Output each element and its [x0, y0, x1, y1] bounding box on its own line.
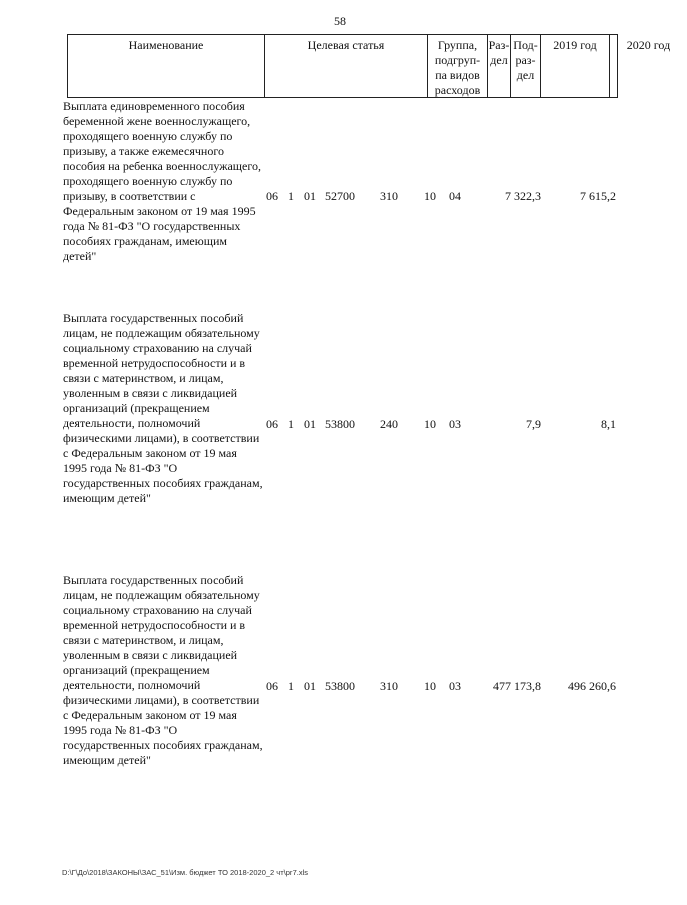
section: 10 [424, 679, 436, 693]
row-name: Выплата государственных пособий лицам, не подлежащим обязательному социальному страхованию на случай временной нетрудоспособности и в связи с материнством, и лицам, уволенным в связи с ликвидацией организаций (прекращением деятельности, полномочий физическими лицами), в соответствии с Федеральным законом от 19 мая 1995 года № 81-ФЗ "О государственных пособиях гражданам, имеющим детей" [63, 573, 263, 767]
header-section: Раз- дел [487, 35, 510, 97]
target-article-subprogram: 1 [288, 417, 294, 431]
target-article-direction: 52700 [325, 189, 355, 203]
section: 10 [424, 189, 436, 203]
target-article-program: 06 [266, 679, 278, 693]
target-article-main-activity: 01 [304, 679, 316, 693]
expense-group: 240 [380, 417, 398, 431]
table-row [63, 311, 623, 541]
subsection: 04 [449, 189, 461, 203]
row-name: Выплата единовременного пособия беременной жене военнослужащего, проходящего военную службу по призыву, а также ежемесячного пособия на ребенка военнослужащего, проходящего военную службу по призыву, в соответствии с Федеральным законом от 19 мая 1995 года № 81-ФЗ "О государственных пособиях гражданам, имеющим детей" [63, 99, 261, 263]
header-target-article: Целевая статья [264, 35, 427, 97]
target-article-direction: 53800 [325, 417, 355, 431]
file-path-footer: D:\Г\До\2018\ЗАКОНЫ\ЗАС_51\Изм. бюджет ТО 2018-2020_2 чт\рг7.xls [62, 868, 309, 877]
header-expense-group: Группа, подгруп- па видов расходов [427, 35, 487, 97]
table-row [63, 99, 623, 299]
expense-group: 310 [380, 679, 398, 693]
target-article-direction: 53800 [325, 679, 355, 693]
table-row [63, 573, 623, 803]
value-2019: 477 173,8 [493, 679, 541, 693]
target-article-program: 06 [266, 189, 278, 203]
expense-group: 310 [380, 189, 398, 203]
value-2020: 496 260,6 [568, 679, 616, 693]
value-2020: 7 615,2 [580, 189, 616, 203]
row-name: Выплата государственных пособий лицам, не подлежащим обязательному социальному страхованию на случай временной нетрудоспособности и в связи с материнством, и лицам, уволенным в связи с ликвидацией организаций (прекращением деятельности, полномочий физическими лицами), в соответствии с Федеральным законом от 19 мая 1995 года № 81-ФЗ "О государственных пособиях гражданам, имеющим детей" [63, 311, 263, 505]
header-year-2019: 2019 год [540, 35, 609, 97]
table-header [67, 34, 671, 98]
target-article-main-activity: 01 [304, 417, 316, 431]
target-article-main-activity: 01 [304, 189, 316, 203]
value-2019: 7 322,3 [505, 189, 541, 203]
value-2019: 7,9 [526, 417, 541, 431]
page-number: 58 [334, 14, 346, 28]
target-article-subprogram: 1 [288, 679, 294, 693]
section: 10 [424, 417, 436, 431]
target-article-subprogram: 1 [288, 189, 294, 203]
header-year-2020: 2020 год [609, 35, 687, 97]
target-article-program: 06 [266, 417, 278, 431]
header-subsection: Под- раз- дел [510, 35, 540, 97]
subsection: 03 [449, 679, 461, 693]
value-2020: 8,1 [601, 417, 616, 431]
subsection: 03 [449, 417, 461, 431]
header-name: Наименование [128, 38, 204, 52]
